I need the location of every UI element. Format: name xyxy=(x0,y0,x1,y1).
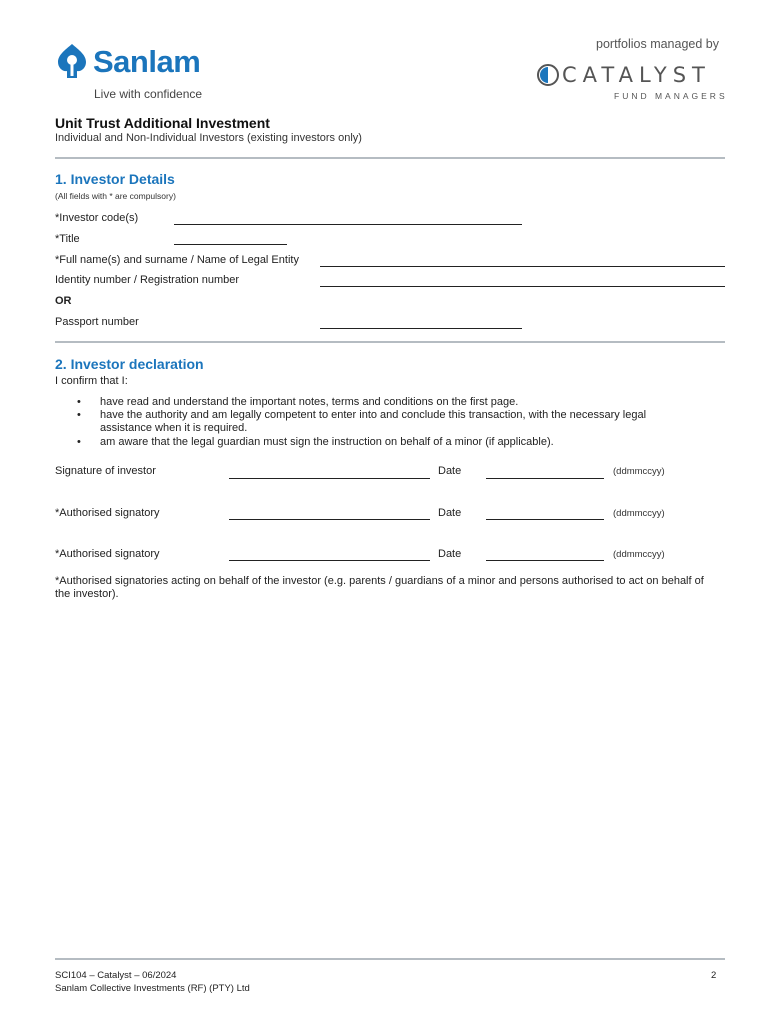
declaration-bullet: am aware that the legal guardian must sign the instruction on behalf of a minor (if applicable). xyxy=(100,436,554,448)
passport-number-label: Passport number xyxy=(55,316,139,328)
signature-investor-field[interactable] xyxy=(229,478,430,479)
full-name-label: *Full name(s) and surname / Name of Legal Entity xyxy=(55,254,299,266)
authorised-signatory-field[interactable] xyxy=(229,560,430,561)
document-title: Unit Trust Additional Investment xyxy=(55,115,270,131)
identity-number-field[interactable] xyxy=(320,286,725,287)
declaration-bullet: have the authority and am legally competent to enter into and conclude this transaction, with the necessary legal assistance when it is required. xyxy=(100,409,647,434)
bullet-icon: • xyxy=(77,436,81,448)
sanlam-wordmark: Sanlam xyxy=(93,44,201,79)
title-field[interactable] xyxy=(174,244,287,245)
date-field[interactable] xyxy=(486,560,604,561)
authorised-signatory-label: *Authorised signatory xyxy=(55,507,160,519)
date-format-hint: (ddmmccyy) xyxy=(613,508,665,519)
compulsory-note: (All fields with * are compulsory) xyxy=(55,191,176,201)
date-format-hint: (ddmmccyy) xyxy=(613,549,665,560)
date-label: Date xyxy=(438,465,462,477)
signature-investor-label: Signature of investor xyxy=(55,465,156,477)
date-field[interactable] xyxy=(486,519,604,520)
or-label: OR xyxy=(55,295,72,307)
catalyst-subtitle: FUND MANAGERS xyxy=(614,91,728,101)
authorised-signatory-label: *Authorised signatory xyxy=(55,548,160,560)
footer-company: Sanlam Collective Investments (RF) (PTY) Ltd xyxy=(55,983,250,994)
managed-by-text: portfolios managed by xyxy=(596,37,719,51)
signatory-footnote: *Authorised signatories acting on behalf of the investor (e.g. parents / guardians of a minor and persons authorised to act on behalf of the investor). xyxy=(55,575,704,600)
catalyst-wordmark: CATALYST xyxy=(562,63,711,87)
date-label: Date xyxy=(438,548,462,560)
full-name-field[interactable] xyxy=(320,266,725,267)
declaration-bullet: have read and understand the important notes, terms and conditions on the first page. xyxy=(100,396,519,408)
date-label: Date xyxy=(438,507,462,519)
authorised-signatory-field[interactable] xyxy=(229,519,430,520)
page-number: 2 xyxy=(711,970,717,981)
passport-number-field[interactable] xyxy=(320,328,522,329)
sanlam-tagline: Live with confidence xyxy=(94,87,203,101)
divider xyxy=(55,341,725,343)
declaration-intro: I confirm that I: xyxy=(55,375,128,387)
divider xyxy=(55,157,725,159)
sanlam-logo-icon xyxy=(55,43,89,79)
investor-code-field[interactable] xyxy=(174,224,522,225)
title-label: *Title xyxy=(55,233,80,245)
identity-number-label: Identity number / Registration number xyxy=(55,274,240,286)
document-subtitle: Individual and Non-Individual Investors (existing investors only) xyxy=(55,132,362,144)
catalyst-logo-icon xyxy=(536,63,560,87)
date-field[interactable] xyxy=(486,478,604,479)
divider xyxy=(55,958,725,960)
section-heading-investor-details: 1. Investor Details xyxy=(55,171,175,187)
footer-code: SCI104 – Catalyst – 06/2024 xyxy=(55,970,177,981)
bullet-icon: • xyxy=(77,396,81,408)
investor-code-label: *Investor code(s) xyxy=(55,212,139,224)
section-heading-investor-declaration: 2. Investor declaration xyxy=(55,356,204,372)
date-format-hint: (ddmmccyy) xyxy=(613,466,665,477)
bullet-icon: • xyxy=(77,409,81,421)
